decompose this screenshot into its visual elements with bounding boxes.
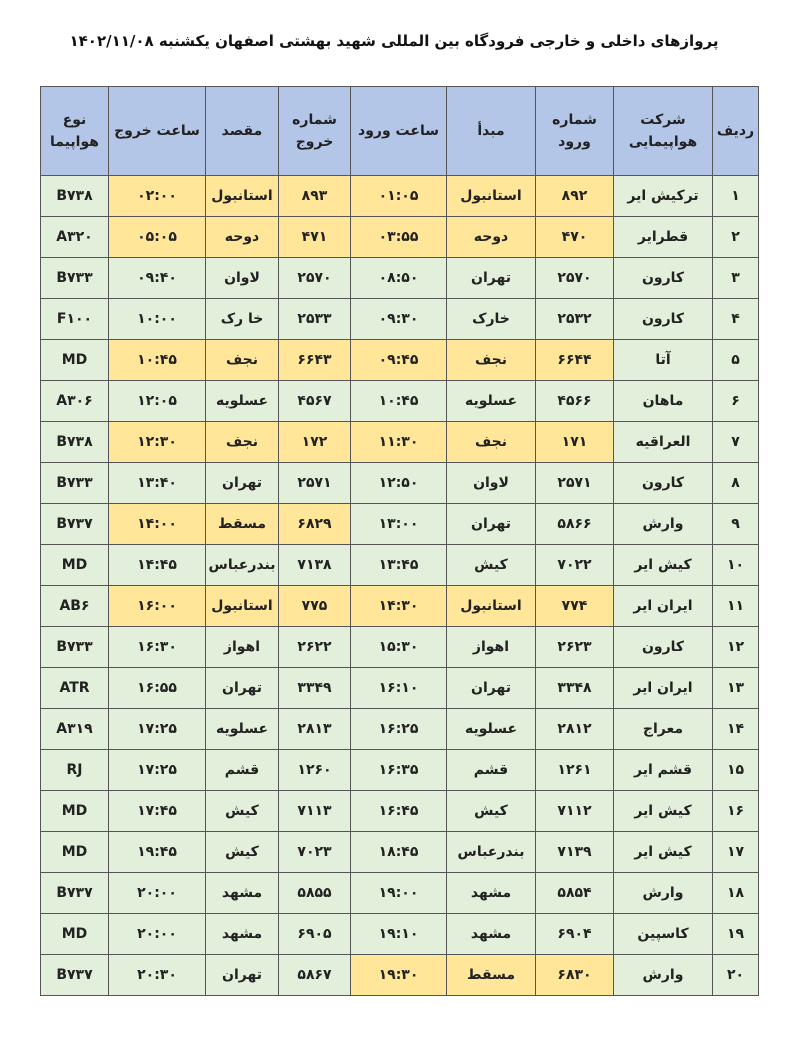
- cell-departure-time: ۲۰:۳۰: [109, 955, 206, 996]
- cell-origin: تهران: [447, 258, 536, 299]
- cell-arrival-time: ۱۶:۲۵: [351, 709, 447, 750]
- cell-arrival-time: ۱۶:۴۵: [351, 791, 447, 832]
- cell-origin: استانبول: [447, 586, 536, 627]
- cell-destination: تهران: [206, 463, 279, 504]
- cell-departure-number: ۷۰۲۳: [279, 832, 351, 873]
- cell-departure-time: ۱۶:۵۵: [109, 668, 206, 709]
- cell-airline: آتا: [614, 340, 713, 381]
- table-row: [41, 750, 759, 791]
- cell-arrival-time: ۰۱:۰۵: [351, 176, 447, 217]
- cell-arrival-number: ۵۸۶۶: [536, 504, 614, 545]
- cell-arrival-number: ۴۷۰: [536, 217, 614, 258]
- table-row: [41, 545, 759, 586]
- cell-row-number: ۸: [713, 463, 759, 504]
- cell-row-number: ۶: [713, 381, 759, 422]
- cell-arrival-number: ۲۵۳۲: [536, 299, 614, 340]
- cell-airline: قشم ایر: [614, 750, 713, 791]
- cell-arrival-time: ۰۹:۴۵: [351, 340, 447, 381]
- cell-departure-time: ۲۰:۰۰: [109, 914, 206, 955]
- cell-departure-time: ۱۲:۳۰: [109, 422, 206, 463]
- cell-airline: کیش ایر: [614, 832, 713, 873]
- cell-destination: لاوان: [206, 258, 279, 299]
- header-aircraft-type: نوع هواپیما: [41, 87, 109, 176]
- cell-departure-time: ۱۹:۴۵: [109, 832, 206, 873]
- page-title: پروازهای داخلی و خارجی فرودگاه بین المللی شهید بهشتی اصفهان یکشنبه ۱۴۰۲/۱۱/۰۸: [69, 32, 719, 50]
- table-row: [41, 955, 759, 996]
- cell-row-number: ۴: [713, 299, 759, 340]
- table-row: [41, 463, 759, 504]
- cell-aircraft-type: F۱۰۰: [41, 299, 109, 340]
- table-row: [41, 422, 759, 463]
- cell-origin: عسلویه: [447, 709, 536, 750]
- cell-arrival-time: ۱۶:۳۵: [351, 750, 447, 791]
- cell-destination: عسلویه: [206, 381, 279, 422]
- cell-departure-number: ۸۹۳: [279, 176, 351, 217]
- cell-departure-time: ۰۹:۴۰: [109, 258, 206, 299]
- cell-arrival-number: ۱۷۱: [536, 422, 614, 463]
- header-departure-number: شماره خروج: [279, 87, 351, 176]
- cell-row-number: ۱۸: [713, 873, 759, 914]
- table-row: [41, 340, 759, 381]
- cell-airline: العراقیه: [614, 422, 713, 463]
- cell-row-number: ۲: [713, 217, 759, 258]
- table-row: [41, 299, 759, 340]
- cell-arrival-time: ۰۳:۵۵: [351, 217, 447, 258]
- cell-departure-number: ۱۲۶۰: [279, 750, 351, 791]
- cell-aircraft-type: A۳۱۹: [41, 709, 109, 750]
- cell-departure-number: ۵۸۶۷: [279, 955, 351, 996]
- cell-row-number: ۷: [713, 422, 759, 463]
- header-departure-time: ساعت خروج: [109, 87, 206, 176]
- table-body: [41, 176, 759, 996]
- table-row: [41, 914, 759, 955]
- cell-departure-number: ۴۷۱: [279, 217, 351, 258]
- cell-departure-time: ۱۰:۴۵: [109, 340, 206, 381]
- cell-origin: عسلویه: [447, 381, 536, 422]
- cell-destination: بندرعباس: [206, 545, 279, 586]
- cell-airline: وارش: [614, 873, 713, 914]
- cell-departure-time: ۱۷:۲۵: [109, 750, 206, 791]
- cell-origin: نجف: [447, 422, 536, 463]
- cell-destination: نجف: [206, 422, 279, 463]
- cell-origin: کیش: [447, 791, 536, 832]
- cell-arrival-time: ۱۶:۱۰: [351, 668, 447, 709]
- cell-arrival-time: ۱۳:۴۵: [351, 545, 447, 586]
- cell-origin: خارک: [447, 299, 536, 340]
- cell-departure-number: ۶۸۲۹: [279, 504, 351, 545]
- table-row: [41, 258, 759, 299]
- cell-destination: نجف: [206, 340, 279, 381]
- cell-departure-time: ۱۴:۴۵: [109, 545, 206, 586]
- cell-aircraft-type: B۷۳۳: [41, 463, 109, 504]
- cell-aircraft-type: MD: [41, 832, 109, 873]
- cell-destination: کیش: [206, 832, 279, 873]
- cell-arrival-number: ۳۳۴۸: [536, 668, 614, 709]
- table-row: [41, 504, 759, 545]
- cell-origin: کیش: [447, 545, 536, 586]
- cell-origin: قشم: [447, 750, 536, 791]
- table-row: [41, 586, 759, 627]
- cell-row-number: ۲۰: [713, 955, 759, 996]
- cell-arrival-number: ۶۸۳۰: [536, 955, 614, 996]
- cell-departure-time: ۱۴:۰۰: [109, 504, 206, 545]
- cell-airline: کارون: [614, 258, 713, 299]
- cell-row-number: ۱۰: [713, 545, 759, 586]
- cell-departure-number: ۷۱۳۸: [279, 545, 351, 586]
- cell-arrival-time: ۱۱:۳۰: [351, 422, 447, 463]
- cell-row-number: ۱۷: [713, 832, 759, 873]
- cell-arrival-number: ۶۹۰۴: [536, 914, 614, 955]
- table-row: [41, 381, 759, 422]
- cell-departure-time: ۱۰:۰۰: [109, 299, 206, 340]
- cell-row-number: ۱: [713, 176, 759, 217]
- cell-airline: ایران ایر: [614, 668, 713, 709]
- table-row: [41, 791, 759, 832]
- cell-origin: تهران: [447, 668, 536, 709]
- cell-arrival-number: ۲۶۲۳: [536, 627, 614, 668]
- cell-origin: دوحه: [447, 217, 536, 258]
- cell-destination: مشهد: [206, 914, 279, 955]
- cell-departure-time: ۱۷:۲۵: [109, 709, 206, 750]
- cell-destination: قشم: [206, 750, 279, 791]
- cell-origin: اهواز: [447, 627, 536, 668]
- cell-destination: تهران: [206, 955, 279, 996]
- cell-airline: قطرایر: [614, 217, 713, 258]
- table-row: [41, 873, 759, 914]
- cell-arrival-number: ۷۱۳۹: [536, 832, 614, 873]
- cell-departure-time: ۱۶:۳۰: [109, 627, 206, 668]
- cell-arrival-number: ۸۹۲: [536, 176, 614, 217]
- cell-aircraft-type: A۳۰۶: [41, 381, 109, 422]
- cell-airline: ماهان: [614, 381, 713, 422]
- cell-aircraft-type: B۷۳۸: [41, 176, 109, 217]
- header-origin: مبدأ: [447, 87, 536, 176]
- cell-origin: نجف: [447, 340, 536, 381]
- cell-arrival-number: ۷۱۱۲: [536, 791, 614, 832]
- cell-row-number: ۱۶: [713, 791, 759, 832]
- cell-row-number: ۱۹: [713, 914, 759, 955]
- cell-aircraft-type: MD: [41, 340, 109, 381]
- header-airline: شرکت هواپیمایی: [614, 87, 713, 176]
- cell-destination: اهواز: [206, 627, 279, 668]
- cell-departure-time: ۱۷:۴۵: [109, 791, 206, 832]
- cell-arrival-time: ۱۵:۳۰: [351, 627, 447, 668]
- cell-row-number: ۵: [713, 340, 759, 381]
- cell-arrival-time: ۱۲:۵۰: [351, 463, 447, 504]
- cell-row-number: ۳: [713, 258, 759, 299]
- cell-arrival-number: ۴۵۶۶: [536, 381, 614, 422]
- cell-aircraft-type: B۷۳۳: [41, 627, 109, 668]
- cell-departure-number: ۲۶۲۲: [279, 627, 351, 668]
- cell-arrival-time: ۱۴:۳۰: [351, 586, 447, 627]
- cell-airline: معراج: [614, 709, 713, 750]
- cell-departure-time: ۰۵:۰۵: [109, 217, 206, 258]
- cell-row-number: ۱۴: [713, 709, 759, 750]
- cell-origin: لاوان: [447, 463, 536, 504]
- table-row: [41, 668, 759, 709]
- cell-row-number: ۱۵: [713, 750, 759, 791]
- cell-departure-time: ۱۲:۰۵: [109, 381, 206, 422]
- cell-row-number: ۱۲: [713, 627, 759, 668]
- cell-arrival-number: ۱۲۶۱: [536, 750, 614, 791]
- cell-destination: کیش: [206, 791, 279, 832]
- cell-departure-number: ۲۸۱۳: [279, 709, 351, 750]
- cell-departure-number: ۶۹۰۵: [279, 914, 351, 955]
- cell-origin: تهران: [447, 504, 536, 545]
- cell-departure-number: ۱۷۲: [279, 422, 351, 463]
- cell-arrival-number: ۶۶۴۴: [536, 340, 614, 381]
- cell-arrival-time: ۱۸:۴۵: [351, 832, 447, 873]
- cell-row-number: ۱۳: [713, 668, 759, 709]
- cell-departure-number: ۶۶۴۳: [279, 340, 351, 381]
- cell-departure-number: ۷۷۵: [279, 586, 351, 627]
- cell-airline: ترکیش ایر: [614, 176, 713, 217]
- table-row: [41, 832, 759, 873]
- cell-aircraft-type: B۷۳۷: [41, 955, 109, 996]
- cell-departure-time: ۱۳:۴۰: [109, 463, 206, 504]
- table-row: [41, 709, 759, 750]
- cell-arrival-number: ۷۰۲۲: [536, 545, 614, 586]
- cell-aircraft-type: B۷۳۳: [41, 258, 109, 299]
- cell-aircraft-type: RJ: [41, 750, 109, 791]
- cell-aircraft-type: A۳۲۰: [41, 217, 109, 258]
- cell-destination: مشهد: [206, 873, 279, 914]
- cell-departure-time: ۱۶:۰۰: [109, 586, 206, 627]
- cell-origin: مشهد: [447, 873, 536, 914]
- cell-arrival-number: ۲۵۷۱: [536, 463, 614, 504]
- cell-destination: دوحه: [206, 217, 279, 258]
- cell-arrival-time: ۰۸:۵۰: [351, 258, 447, 299]
- cell-origin: بندرعباس: [447, 832, 536, 873]
- table-row: [41, 217, 759, 258]
- cell-departure-number: ۵۸۵۵: [279, 873, 351, 914]
- cell-airline: وارش: [614, 955, 713, 996]
- header-row-number: ردیف: [713, 87, 759, 176]
- cell-origin: مشهد: [447, 914, 536, 955]
- cell-airline: کاسپین: [614, 914, 713, 955]
- cell-aircraft-type: MD: [41, 791, 109, 832]
- cell-aircraft-type: B۷۳۸: [41, 422, 109, 463]
- cell-arrival-time: ۱۹:۳۰: [351, 955, 447, 996]
- cell-airline: کارون: [614, 463, 713, 504]
- cell-airline: کیش ایر: [614, 545, 713, 586]
- cell-destination: مسقط: [206, 504, 279, 545]
- cell-row-number: ۱۱: [713, 586, 759, 627]
- cell-destination: خا رک: [206, 299, 279, 340]
- cell-departure-number: ۲۵۷۱: [279, 463, 351, 504]
- cell-destination: عسلویه: [206, 709, 279, 750]
- cell-departure-number: ۳۳۴۹: [279, 668, 351, 709]
- cell-destination: استانبول: [206, 586, 279, 627]
- table-row: [41, 627, 759, 668]
- cell-aircraft-type: MD: [41, 545, 109, 586]
- cell-airline: ایران ایر: [614, 586, 713, 627]
- cell-airline: کیش ایر: [614, 791, 713, 832]
- cell-origin: مسقط: [447, 955, 536, 996]
- cell-aircraft-type: ATR: [41, 668, 109, 709]
- cell-departure-number: ۴۵۶۷: [279, 381, 351, 422]
- cell-row-number: ۹: [713, 504, 759, 545]
- header-row: [41, 87, 759, 176]
- table-row: [41, 176, 759, 217]
- cell-arrival-time: ۱۳:۰۰: [351, 504, 447, 545]
- cell-arrival-time: ۱۹:۱۰: [351, 914, 447, 955]
- cell-destination: تهران: [206, 668, 279, 709]
- flight-table: [40, 86, 759, 996]
- cell-departure-number: ۲۵۷۰: [279, 258, 351, 299]
- cell-arrival-time: ۱۰:۴۵: [351, 381, 447, 422]
- cell-aircraft-type: MD: [41, 914, 109, 955]
- header-arrival-number: شماره ورود: [536, 87, 614, 176]
- cell-departure-number: ۷۱۱۳: [279, 791, 351, 832]
- cell-aircraft-type: AB۶: [41, 586, 109, 627]
- cell-aircraft-type: B۷۳۷: [41, 504, 109, 545]
- cell-arrival-number: ۲۸۱۲: [536, 709, 614, 750]
- cell-destination: استانبول: [206, 176, 279, 217]
- cell-arrival-number: ۵۸۵۴: [536, 873, 614, 914]
- cell-origin: استانبول: [447, 176, 536, 217]
- cell-arrival-time: ۰۹:۳۰: [351, 299, 447, 340]
- header-destination: مقصد: [206, 87, 279, 176]
- cell-departure-time: ۲۰:۰۰: [109, 873, 206, 914]
- cell-airline: کارون: [614, 299, 713, 340]
- cell-arrival-time: ۱۹:۰۰: [351, 873, 447, 914]
- cell-departure-time: ۰۲:۰۰: [109, 176, 206, 217]
- header-arrival-time: ساعت ورود: [351, 87, 447, 176]
- cell-departure-number: ۲۵۳۳: [279, 299, 351, 340]
- cell-airline: وارش: [614, 504, 713, 545]
- cell-aircraft-type: B۷۳۷: [41, 873, 109, 914]
- cell-arrival-number: ۷۷۴: [536, 586, 614, 627]
- cell-airline: کارون: [614, 627, 713, 668]
- cell-arrival-number: ۲۵۷۰: [536, 258, 614, 299]
